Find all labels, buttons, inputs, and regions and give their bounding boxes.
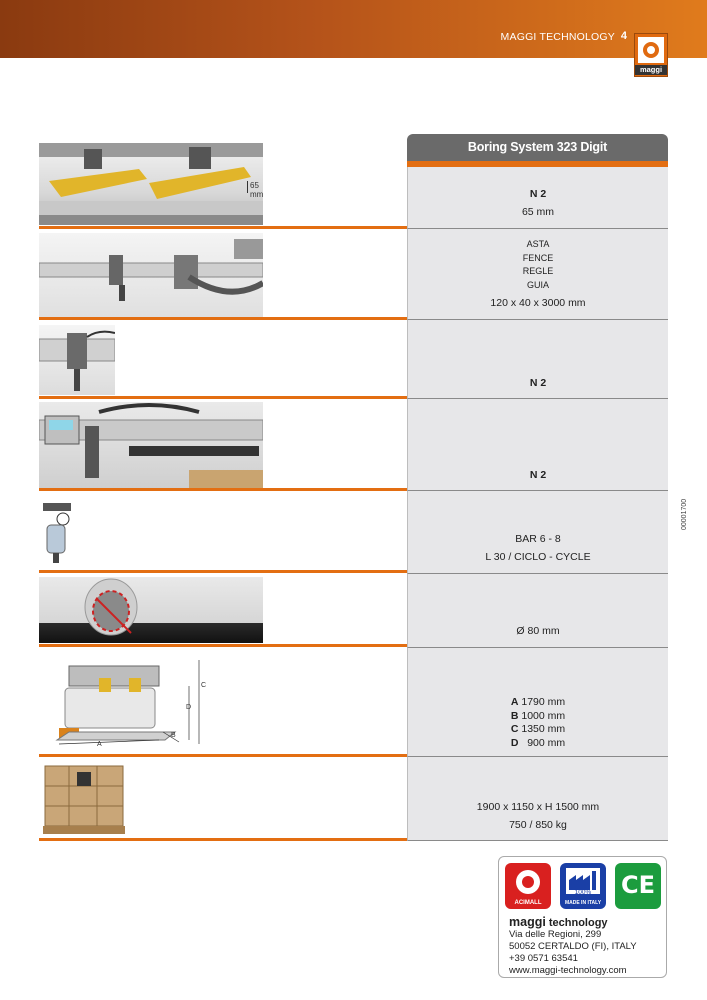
row-separator bbox=[39, 488, 407, 491]
spec-row-2 bbox=[407, 229, 668, 320]
spec-value: FENCE bbox=[522, 252, 554, 263]
digital-stop-photo bbox=[39, 402, 263, 488]
address-city: 50052 CERTALDO (FI), ITALY bbox=[509, 941, 637, 952]
stop-illustration bbox=[39, 325, 115, 395]
dim-label-b: B bbox=[171, 732, 176, 739]
phone-number: +39 0571 63541 bbox=[509, 953, 578, 964]
acimall-badge bbox=[505, 863, 551, 909]
boring-heads-photo bbox=[39, 143, 263, 225]
air-filter-illustration bbox=[39, 497, 75, 567]
row-separator bbox=[39, 644, 407, 647]
spec-row-3 bbox=[407, 320, 668, 399]
machine-illustration bbox=[39, 652, 214, 750]
row-separator bbox=[39, 570, 407, 573]
spec-value: L 30 / CICLO - CYCLE bbox=[485, 551, 591, 563]
fence-photo bbox=[39, 233, 263, 317]
acimall-label: ACIMALL bbox=[514, 900, 542, 906]
crate-illustration bbox=[39, 762, 127, 836]
spec-value: REGLE bbox=[522, 266, 554, 276]
company-name: maggi technology bbox=[509, 915, 608, 929]
made-in-italy-percent: 100% bbox=[574, 889, 592, 896]
website-link[interactable]: www.maggi-technology.com bbox=[509, 965, 627, 976]
dimension-a: A 1790 mm bbox=[510, 696, 566, 708]
ce-badge bbox=[615, 863, 661, 909]
address-street: Via delle Regioni, 299 bbox=[509, 929, 602, 940]
boring-heads-illustration bbox=[39, 143, 263, 225]
spec-value: ASTA bbox=[526, 239, 550, 249]
dimension-b: B 1000 mm bbox=[510, 709, 566, 722]
logo-text: maggi bbox=[635, 65, 667, 75]
spec-row-4 bbox=[407, 399, 668, 491]
spec-value: 65 mm bbox=[521, 206, 555, 218]
pitch-label: 65 mm bbox=[250, 181, 263, 199]
spec-value: N 2 bbox=[529, 469, 547, 481]
spec-row-8 bbox=[407, 757, 668, 841]
page-number: 4 bbox=[620, 30, 627, 42]
spec-row-1 bbox=[407, 167, 668, 229]
header-title: MAGGI TECHNOLOGY bbox=[500, 31, 615, 43]
machine-dimensions-drawing bbox=[39, 652, 214, 750]
dim-label-c: C bbox=[201, 682, 207, 689]
spec-value: 750 / 850 kg bbox=[509, 819, 567, 831]
document-code: 00001700 bbox=[681, 498, 688, 530]
spec-value: N 2 bbox=[529, 188, 547, 200]
logo-mark-icon bbox=[638, 37, 664, 63]
row-separator bbox=[39, 226, 407, 229]
pitch-dimension-line bbox=[247, 181, 248, 193]
packing-crate-photo bbox=[39, 762, 127, 836]
spec-value: 1900 x 1150 x H 1500 mm bbox=[476, 801, 600, 813]
row-separator bbox=[39, 838, 407, 841]
dimension-d: D 900 mm bbox=[510, 736, 566, 749]
made-in-italy-badge bbox=[560, 863, 606, 909]
dim-label-d: D bbox=[186, 704, 192, 711]
spec-row-7 bbox=[407, 648, 668, 757]
air-filter-photo bbox=[39, 497, 75, 567]
dimension-c: C 1350 mm bbox=[510, 723, 566, 735]
header-bar bbox=[0, 0, 707, 58]
spec-value: N 2 bbox=[529, 377, 547, 389]
spec-value: BAR 6 - 8 bbox=[515, 533, 561, 545]
table-title: Boring System 323 Digit bbox=[407, 134, 668, 161]
spec-row-5 bbox=[407, 491, 668, 574]
suction-outlet-photo bbox=[39, 577, 263, 643]
digital-stop-illustration bbox=[39, 402, 263, 488]
spec-value: 120 x 40 x 3000 mm bbox=[490, 297, 586, 309]
stop-photo bbox=[39, 325, 115, 395]
ce-mark-icon: CE bbox=[620, 871, 655, 899]
company-info-box bbox=[498, 856, 667, 978]
row-separator bbox=[39, 317, 407, 320]
spec-value: GUIA bbox=[526, 279, 549, 290]
spec-row-6 bbox=[407, 574, 668, 648]
made-in-italy-label: MADE IN ITALY bbox=[564, 900, 602, 906]
dim-label-a: A bbox=[97, 741, 102, 748]
spec-value: Ø 80 mm bbox=[516, 625, 560, 637]
fence-illustration bbox=[39, 233, 263, 317]
suction-outlet-illustration bbox=[39, 577, 263, 643]
row-separator bbox=[39, 396, 407, 399]
maggi-logo bbox=[634, 33, 668, 77]
row-separator bbox=[39, 754, 407, 757]
